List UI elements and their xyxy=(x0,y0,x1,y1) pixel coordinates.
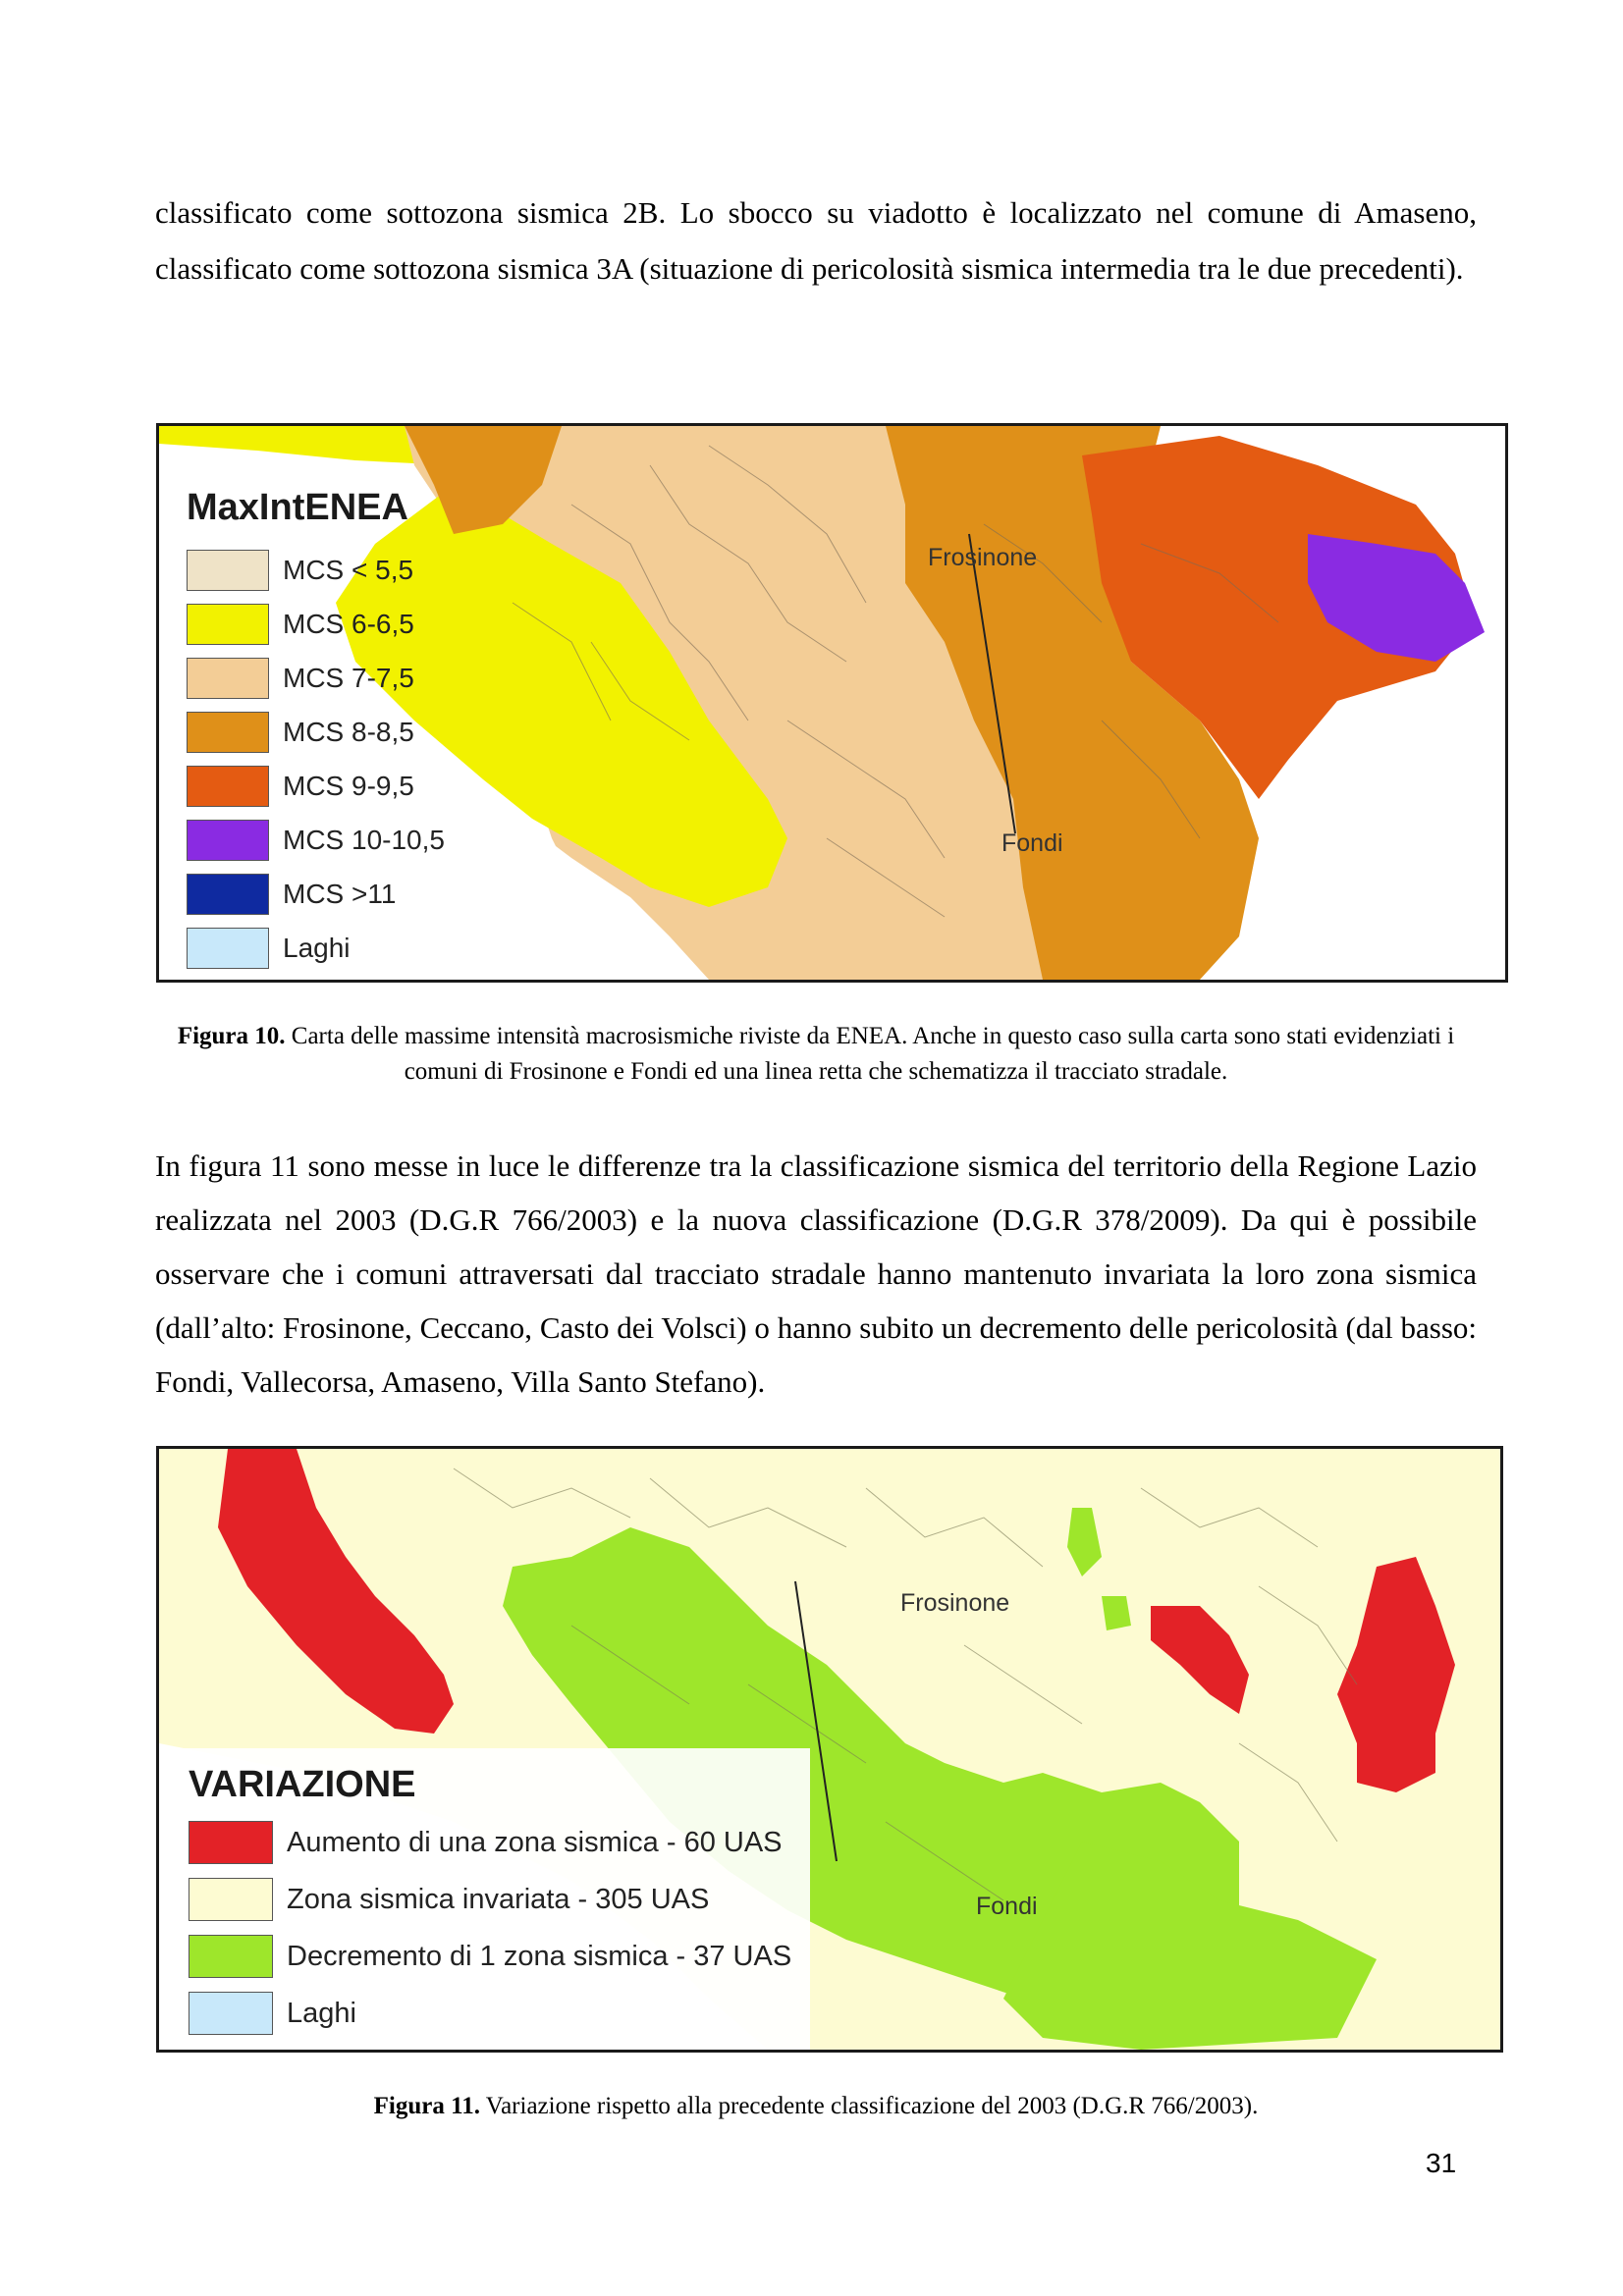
legend-swatch xyxy=(187,874,269,915)
figure-10-map xyxy=(156,423,1508,983)
map-label-frosinone: Frosinone xyxy=(928,544,1038,571)
page-number: 31 xyxy=(1426,2148,1457,2178)
legend-row xyxy=(187,597,445,651)
legend-variazione xyxy=(177,1748,810,2050)
legend-label: MCS 10-10,5 xyxy=(283,824,445,855)
legend-swatch xyxy=(187,712,269,753)
legend-label: MCS 8-8,5 xyxy=(283,716,414,747)
legend-title: MaxIntENEA xyxy=(187,487,408,528)
legend-swatch xyxy=(187,604,269,645)
legend-swatch xyxy=(187,820,269,861)
legend-swatch xyxy=(187,550,269,591)
body-paragraph-2: In figura 11 sono messe in luce le differenze tra la classificazione sismica del territorio della Regione Lazio realizzata nel 2003 (D.G.R 766/2003) e la nuova classificazione (D.G.R 378/2009). Da qui è possibile osservare che i comuni attraversati dal tracciato stradale hanno mantenuto invariata la loro zona sismica (dall’alto: Frosinone, Ceccano, Casto dei Volsci) o hanno subito un decremento delle pericolosità (dal basso: Fondi, Vallecorsa, Amaseno, Villa Santo Stefano). xyxy=(155,1148,1477,1399)
legend-swatch xyxy=(187,766,269,807)
figure-11-map xyxy=(156,1446,1503,2053)
legend-label: MCS 7-7,5 xyxy=(283,662,414,693)
legend-row xyxy=(187,543,445,597)
zone-green-spot-2 xyxy=(1102,1596,1131,1630)
legend-title: VARIAZIONE xyxy=(189,1764,416,1805)
map-label-frosinone: Frosinone xyxy=(900,1589,1010,1617)
legend-label: Zona sismica invariata - 305 UAS xyxy=(287,1883,710,1915)
legend-label: MCS >11 xyxy=(283,878,397,909)
legend-label: MCS 9-9,5 xyxy=(283,770,414,801)
legend-swatch xyxy=(189,1821,273,1864)
body-paragraph-1: classificato come sottozona sismica 2B. Lo sbocco su viadotto è localizzato nel comune di Amaseno, classificato come sottozona sismica 3A (situazione di pericolosità sismica intermedia tra le due precedenti). xyxy=(155,195,1477,286)
legend-maxintenea xyxy=(187,487,445,975)
map-label-fondi: Fondi xyxy=(976,1893,1038,1920)
legend-label: Laghi xyxy=(287,1997,356,2029)
legend-row xyxy=(187,921,445,975)
legend-swatch xyxy=(189,1992,273,2035)
figure-11-caption xyxy=(155,2089,1477,2124)
legend-row xyxy=(189,1814,810,1871)
caption-text: Carta delle massime intensità macrosismiche riviste da ENEA. Anche in questo caso sulla carta sono stati evidenziati i comuni di Frosinone e Fondi ed una linea retta che schematizza il tracciato stradale. xyxy=(285,1023,1455,1085)
legend-row xyxy=(187,813,445,867)
legend-row xyxy=(189,1871,810,1928)
legend-row xyxy=(187,651,445,705)
legend-swatch xyxy=(189,1935,273,1978)
legend-label: MCS < 5,5 xyxy=(283,554,414,585)
legend-row xyxy=(187,867,445,921)
figure-10-caption xyxy=(155,1019,1477,1090)
caption-text: Variazione rispetto alla precedente classificazione del 2003 (D.G.R 766/2003). xyxy=(480,2093,1259,2119)
legend-row xyxy=(187,759,445,813)
legend-row xyxy=(189,1928,810,1985)
legend-swatch xyxy=(189,1878,273,1921)
legend-label: Laghi xyxy=(283,932,351,963)
legend-swatch xyxy=(187,658,269,699)
legend-label: Aumento di una zona sismica - 60 UAS xyxy=(287,1826,783,1858)
caption-prefix: Figura 11. xyxy=(373,2093,480,2119)
legend-label: Decremento di 1 zona sismica - 37 UAS xyxy=(287,1940,792,1972)
legend-row xyxy=(187,705,445,759)
legend-swatch xyxy=(187,928,269,969)
legend-row xyxy=(189,1985,810,2042)
map-label-fondi: Fondi xyxy=(1001,829,1063,857)
legend-label: MCS 6-6,5 xyxy=(283,608,414,639)
caption-prefix: Figura 10. xyxy=(177,1023,286,1049)
